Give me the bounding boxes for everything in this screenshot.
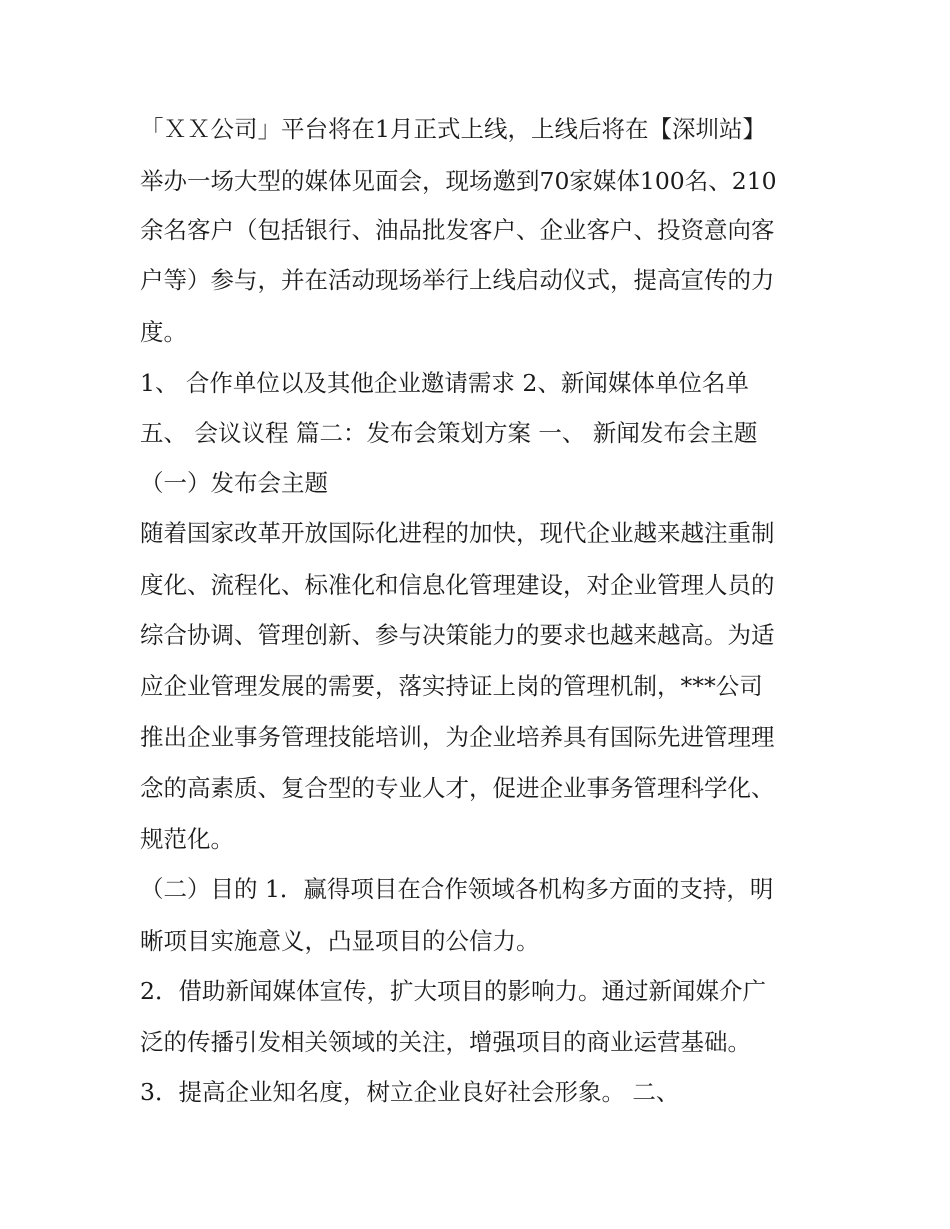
text-line: 应企业管理发展的需要，落实持证上岗的管理机制，***公司	[140, 672, 763, 700]
text-line: （一）发布会主题	[140, 469, 328, 497]
text-line: 随着国家改革开放国际化进程的加快，现代企业越来越注重制	[140, 519, 775, 547]
text-line: 3．提高企业知名度，树立企业良好社会形象。 二、	[140, 1078, 680, 1106]
text-line: （二）目的 1．赢得项目在合作领域各机构多方面的支持，明	[140, 875, 774, 903]
text-line: 念的高素质、复合型的专业人才，促进企业事务管理科学化、	[140, 774, 775, 802]
text-line: 综合协调、管理创新、参与决策能力的要求也越来越高。为适	[140, 621, 775, 649]
text-line: 推出企业事务管理技能培训，为企业培养具有国际先进管理理	[140, 723, 775, 751]
text-line: 举办一场大型的媒体见面会，现场邀到70家媒体100名、210	[140, 167, 777, 195]
text-line: 1、 合作单位以及其他企业邀请需求 2、新闻媒体单位名单	[140, 369, 749, 397]
text-line: 规范化。	[140, 825, 234, 853]
text-line: 「ＸＸ公司」平台将在1月正式上线，上线后将在【深圳站】	[140, 115, 766, 143]
text-line: 泛的传播引发相关领域的关注，增强项目的商业运营基础。	[140, 1028, 751, 1056]
text-line: 余名客户（包括银行、油品批发客户、企业客户、投资意向客	[140, 216, 775, 244]
text-line: 度化、流程化、标准化和信息化管理建设，对企业管理人员的	[140, 571, 775, 599]
text-line: 度。	[140, 318, 187, 346]
text-line: 五、 会议议程 篇二：发布会策划方案 一、 新闻发布会主题	[140, 419, 758, 447]
text-line: 2．借助新闻媒体宣传，扩大项目的影响力。通过新闻媒介广	[140, 977, 766, 1005]
text-line: 晰项目实施意义，凸显项目的公信力。	[140, 927, 540, 955]
text-line: 户等）参与，并在活动现场举行上线启动仪式，提高宣传的力	[140, 266, 775, 294]
